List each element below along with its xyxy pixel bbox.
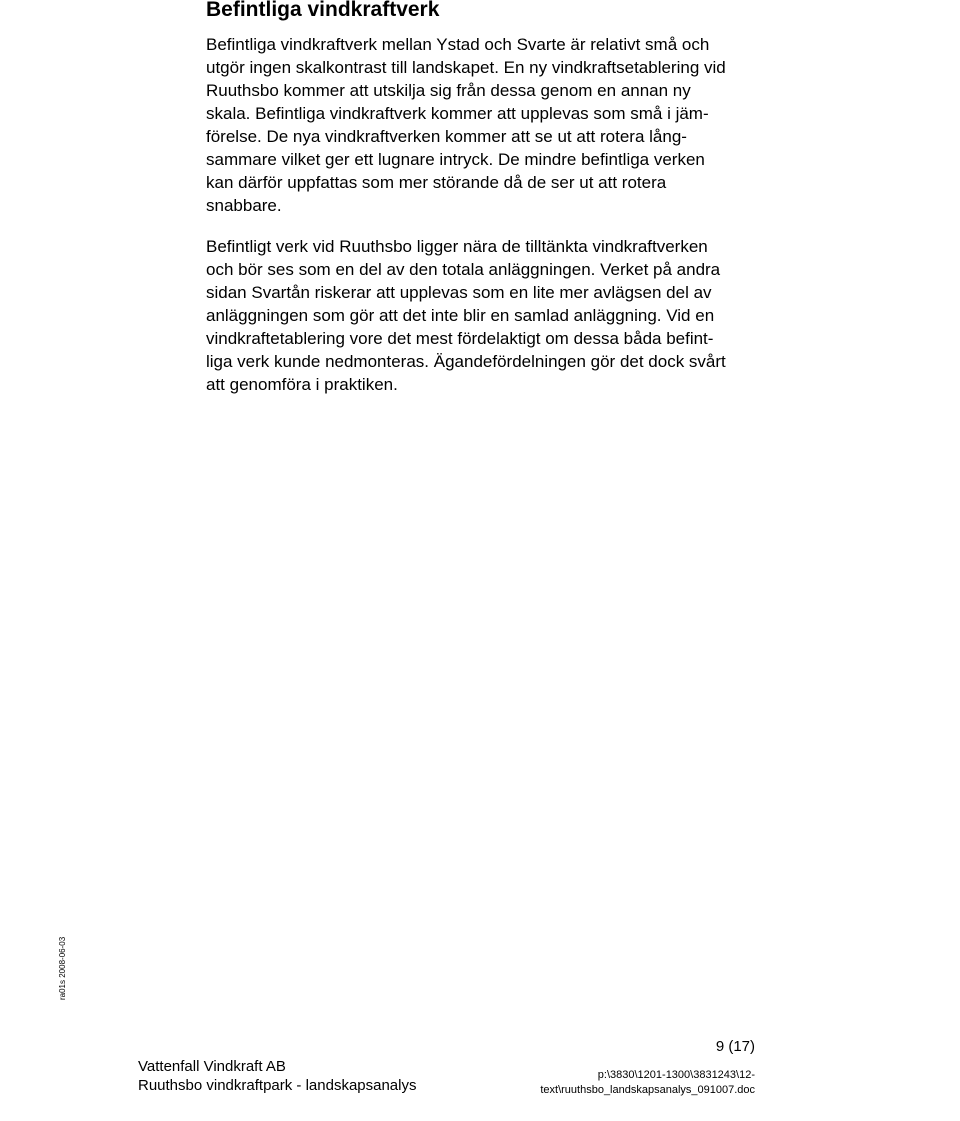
page-number: 9 (17) — [715, 1038, 755, 1055]
paragraph-line: kan därför uppfattas som mer störande då de ser ut att rotera — [206, 173, 667, 192]
paragraph-line: sidan Svartån riskerar att upplevas som en lite mer avlägsen del av — [206, 283, 712, 302]
paragraph-line: att genomföra i praktiken. — [206, 375, 398, 394]
paragraph-line: vindkraftetablering vore det mest fördelaktigt om dessa båda befint- — [206, 329, 714, 348]
paragraph-line: Befintliga vindkraftverk mellan Ystad och Svarte är relativt små och — [206, 35, 710, 54]
footer-company: Vattenfall Vindkraft AB — [138, 1058, 286, 1075]
footer-path-line: text\ruuthsbo_landskapsanalys_091007.doc — [540, 1084, 755, 1096]
body-paragraph — [206, 235, 726, 396]
paragraph-line: utgör ingen skalkontrast till landskapet. En ny vindkraftsetablering vid — [206, 58, 726, 77]
paragraph-line: Ruuthsbo kommer att utskilja sig från dessa genom en annan ny — [206, 81, 691, 100]
body-paragraph — [206, 33, 726, 217]
paragraph-line: snabbare. — [206, 196, 282, 215]
footer-project: Ruuthsbo vindkraftpark - landskapsanalys — [138, 1077, 417, 1094]
paragraph-line: liga verk kunde nedmonteras. Ägandefördelningen gör det dock svårt — [206, 352, 726, 371]
footer-path-line: p:\3830\1201-1300\3831243\12- — [597, 1069, 755, 1081]
paragraph-line: och bör ses som en del av den totala anläggningen. Verket på andra — [206, 260, 721, 279]
section-heading: Befintliga vindkraftverk — [206, 0, 440, 21]
paragraph-line: sammare vilket ger ett lugnare intryck. De mindre befintliga verken — [206, 150, 705, 169]
footer-left — [138, 1057, 416, 1095]
footer-file-path — [540, 1068, 755, 1098]
paragraph-line: Befintligt verk vid Ruuthsbo ligger nära de tilltänkta vindkraftverken — [206, 237, 708, 256]
paragraph-line: förelse. De nya vindkraftverken kommer att se ut att rotera lång- — [206, 127, 687, 146]
document-code-vertical: ra01s 2008-06-03 — [58, 936, 67, 1000]
paragraph-line: anläggningen som gör att det inte blir en samlad anläggning. Vid en — [206, 306, 715, 325]
paragraph-line: skala. Befintliga vindkraftverk kommer att upplevas som små i jäm- — [206, 104, 709, 123]
